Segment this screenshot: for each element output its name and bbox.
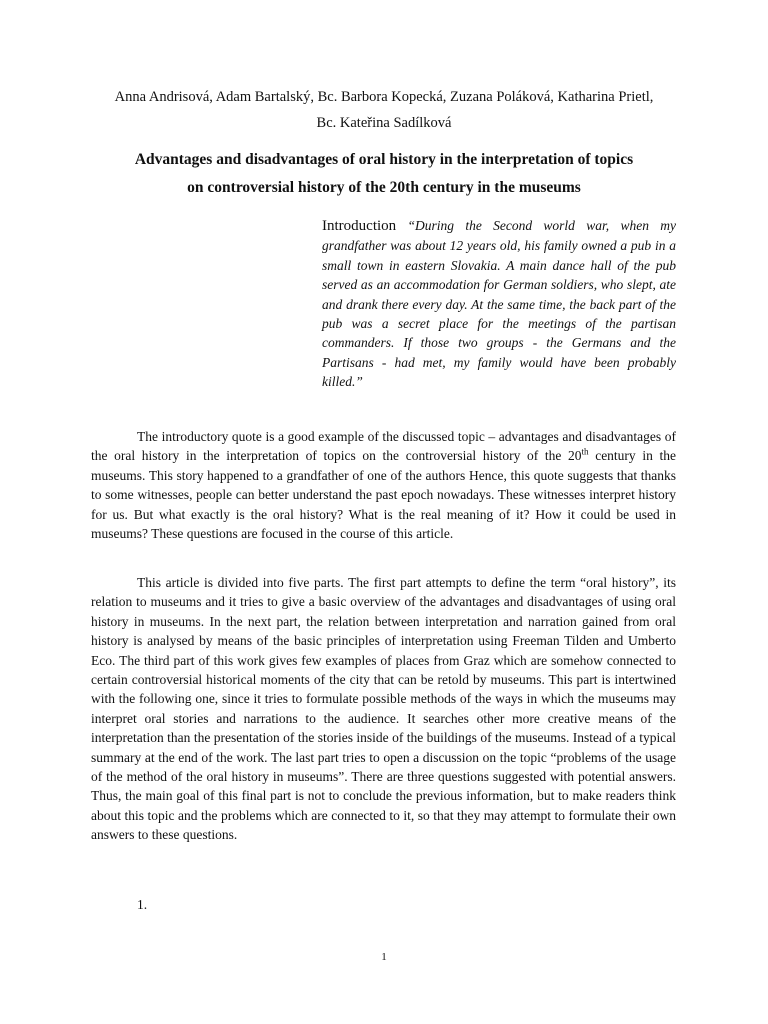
title-line-1: Advantages and disadvantages of oral history in the interpretation of topics — [134, 151, 634, 168]
ordinal-superscript: th — [581, 446, 589, 457]
paragraph-2 — [91, 573, 676, 845]
author-line-2: Bc. Kateřina Sadílková — [316, 115, 452, 131]
paragraph-1-text-b: century in the museums. This story happened to a grandfather of one of the authors Hence, this quote suggests that thanks to some witnesses, people can better understand the past epoch nowadays. These witnesses interpret history for us. But what exactly is the oral history? What is the real meaning of it? How it could be used in museums? These questions are focused in the course of this article. — [91, 448, 676, 542]
paragraph-2-text: This article is divided into five parts. The first part attempts to define the term “oral history”, its relation to museums and it tries to give a basic overview of the advantages and disadvantages of using oral history in museums. In the next part, the relation between interpretation and narration gained from oral history is analysed by means of the basic principles of interpretation using Freeman Tilden and Umberto Eco. The third part of this work gives few examples of places from Graz which are somehow connected to certain controversial historical moments of the city that can be retold by museums. This part is intertwined with the following one, since it tries to formulate possible methods of the ways in which the museums may interpret oral stories and narrations to the audience. It searches other more creative means of the interpretation than the presentation of the stories inside of the buildings of the museums. Instead of a typical summary at the end of the work. The last part tries to open a discussion on the topic “problems of the usage of the method of the oral history in museums”. There are three questions suggested with potential answers. Thus, the main goal of this final part is not to conclude the previous information, but to make readers think about this topic and the problems which are connected to it, so that they may attempt to formulate their own answers to these questions. — [91, 575, 676, 843]
introduction-heading: Introduction — [322, 218, 397, 234]
article-title — [60, 146, 708, 202]
paragraph-1-text-a: The introductory quote is a good example of the discussed topic – advantages and disadvantages of the oral history in the interpretation of topics on the controversial history of the 20 — [91, 429, 676, 464]
author-list — [60, 84, 708, 136]
introduction-block — [322, 216, 676, 392]
introduction-quote: “During the Second world war, when my grandfather was about 12 years old, his family owned a pub in a small town in eastern Slovakia. A main dance hall of the pub served as an accommodation for German soldiers, who slept, ate and drank there every day. At the same time, the back part of the pub was a secret place for the meetings of the partisan commanders. If those two groups - the Germans and the Partisans - had met, my family would have been probably killed.” — [322, 218, 677, 390]
title-line-2: on controversial history of the 20th century in the museums — [187, 179, 581, 196]
page-number: 1 — [381, 951, 387, 963]
paragraph-1 — [91, 427, 676, 543]
section-list-number: 1. — [137, 897, 148, 912]
author-line-1: Anna Andrisová, Adam Bartalský, Bc. Barbora Kopecká, Zuzana Poláková, Katharina Prietl, — [114, 89, 654, 105]
